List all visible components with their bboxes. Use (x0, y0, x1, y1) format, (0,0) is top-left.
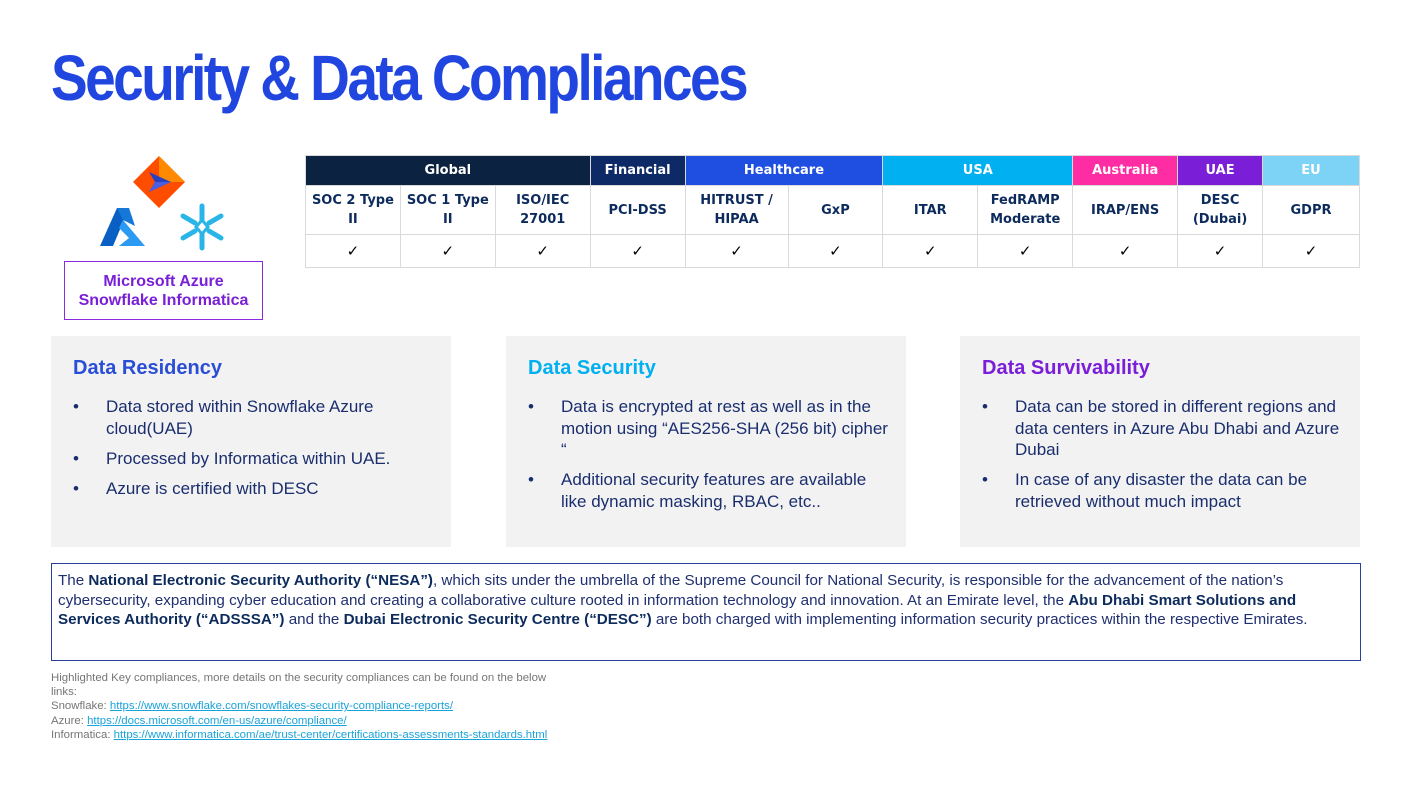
bullet-icon: • (982, 397, 988, 416)
region-header: Global (306, 156, 591, 186)
standard-name: ISO/IEC 27001 (495, 186, 590, 235)
standard-name: SOC 1 Type II (400, 186, 495, 235)
snowflake-logo (177, 202, 227, 252)
standard-name: HITRUST / HIPAA (685, 186, 788, 235)
list-item: • Data stored within Snowflake Azure cloud(UAE) (73, 397, 374, 438)
snowflake-link[interactable]: https://www.snowflake.com/snowflakes-security-compliance-reports/ (109, 700, 453, 713)
azure-link[interactable]: https://docs.microsoft.com/en-us/azure/compliance/ (87, 714, 347, 727)
list-item: • Processed by Informatica within UAE. (73, 448, 391, 468)
card-title: Data Security (528, 357, 656, 379)
region-header: EU (1263, 156, 1360, 186)
card-title: Data Residency (73, 357, 222, 379)
bullet-list (528, 396, 894, 512)
standard-name: GxP (788, 186, 883, 235)
region-header: USA (883, 156, 1073, 186)
standard-name-row (306, 186, 1360, 235)
region-header: Australia (1073, 156, 1178, 186)
standard-name: SOC 2 Type II (306, 186, 401, 235)
list-item: • Azure is certified with DESC (73, 478, 319, 498)
card-title: Data Survivability (982, 357, 1150, 379)
check-icon: ✓ (1178, 235, 1263, 268)
standard-name: FedRAMP Moderate (978, 186, 1073, 235)
desc-name: Dubai Electronic Security Centre (“DESC”) (343, 611, 652, 628)
check-row (306, 235, 1360, 268)
footer-links: Highlighted Key compliances, more details on the security compliances can be found on the below links: Snowflake: https://www.snowflake.com/snowflakes-security-compliance-reports/ Azure: https://docs.microsoft.com/en-us/azure/compliance/ Informatica: https://www.informatica.com/ae/trust-center/certifications-assessments-standards.html (51, 671, 551, 742)
check-icon: ✓ (306, 235, 401, 268)
platforms-box (64, 261, 263, 320)
standard-name: DESC (Dubai) (1178, 186, 1263, 235)
check-icon: ✓ (400, 235, 495, 268)
bullet-icon: • (528, 397, 534, 416)
list-item: • Data is encrypted at rest as well as in the motion using “AES256-SHA (256 bit) cipher “ (528, 397, 888, 459)
vendor-logos (95, 152, 235, 252)
check-icon: ✓ (1073, 235, 1178, 268)
bullet-list (982, 396, 1348, 512)
check-icon: ✓ (685, 235, 788, 268)
standard-name: PCI-DSS (590, 186, 685, 235)
adsssa-name: Abu Dhabi Smart Solutions and Services Authority (“ADSSSA”) (58, 591, 1297, 628)
list-item: • In case of any disaster the data can be retrieved without much impact (982, 470, 1308, 511)
region-header: UAE (1178, 156, 1263, 186)
footer-intro: Highlighted Key compliances, more details on the security compliances can be found on the below links: (51, 672, 547, 699)
compliance-table (305, 155, 1360, 268)
region-header: Healthcare (685, 156, 883, 186)
check-icon: ✓ (978, 235, 1073, 268)
region-header: Financial (590, 156, 685, 186)
platforms-line-2: Snowflake Informatica (78, 291, 249, 309)
check-icon: ✓ (883, 235, 978, 268)
nesa-note: The National Electronic Security Authority (“NESA”), which sits under the umbrella of the Supreme Council for National Security, is responsible for the advancement of the nation’s cybersecurity, expanding cyber education and creating a collaborative culture rooted in information technology and innovation. At an Emirate level, the Abu Dhabi Smart Solutions and Services Authority (“ADSSSA”) and the Dubai Electronic Security Centre (“DESC”) are both charged with implementing information security practices within the respective Emirates. (51, 563, 1361, 661)
standard-name: IRAP/ENS (1073, 186, 1178, 235)
nesa-name: National Electronic Security Authority (“NESA”) (88, 572, 433, 589)
card-data-survivability (960, 336, 1360, 547)
informatica-link[interactable]: https://www.informatica.com/ae/trust-center/certifications-assessments-standards.html (113, 728, 548, 741)
platforms-line-1: Microsoft Azure (103, 272, 224, 290)
standard-name: GDPR (1263, 186, 1360, 235)
list-item: • Additional security features are available like dynamic masking, RBAC, etc.. (528, 470, 867, 511)
check-icon: ✓ (590, 235, 685, 268)
bullet-list (73, 396, 439, 499)
region-header-row (306, 156, 1360, 186)
bullet-icon: • (73, 448, 79, 468)
card-data-residency (51, 336, 451, 547)
bullet-icon: • (73, 478, 79, 498)
standard-name: ITAR (883, 186, 978, 235)
card-data-security (506, 336, 906, 547)
check-icon: ✓ (1263, 235, 1360, 268)
bullet-icon: • (73, 397, 79, 416)
check-icon: ✓ (788, 235, 883, 268)
azure-logo (99, 206, 147, 248)
bullet-icon: • (528, 470, 534, 489)
check-icon: ✓ (495, 235, 590, 268)
page-title: Security & Data Compliances (51, 42, 747, 114)
bullet-icon: • (982, 470, 988, 489)
list-item: • Data can be stored in different regions and data centers in Azure Abu Dhabi and Azure Dubai (982, 397, 1340, 459)
